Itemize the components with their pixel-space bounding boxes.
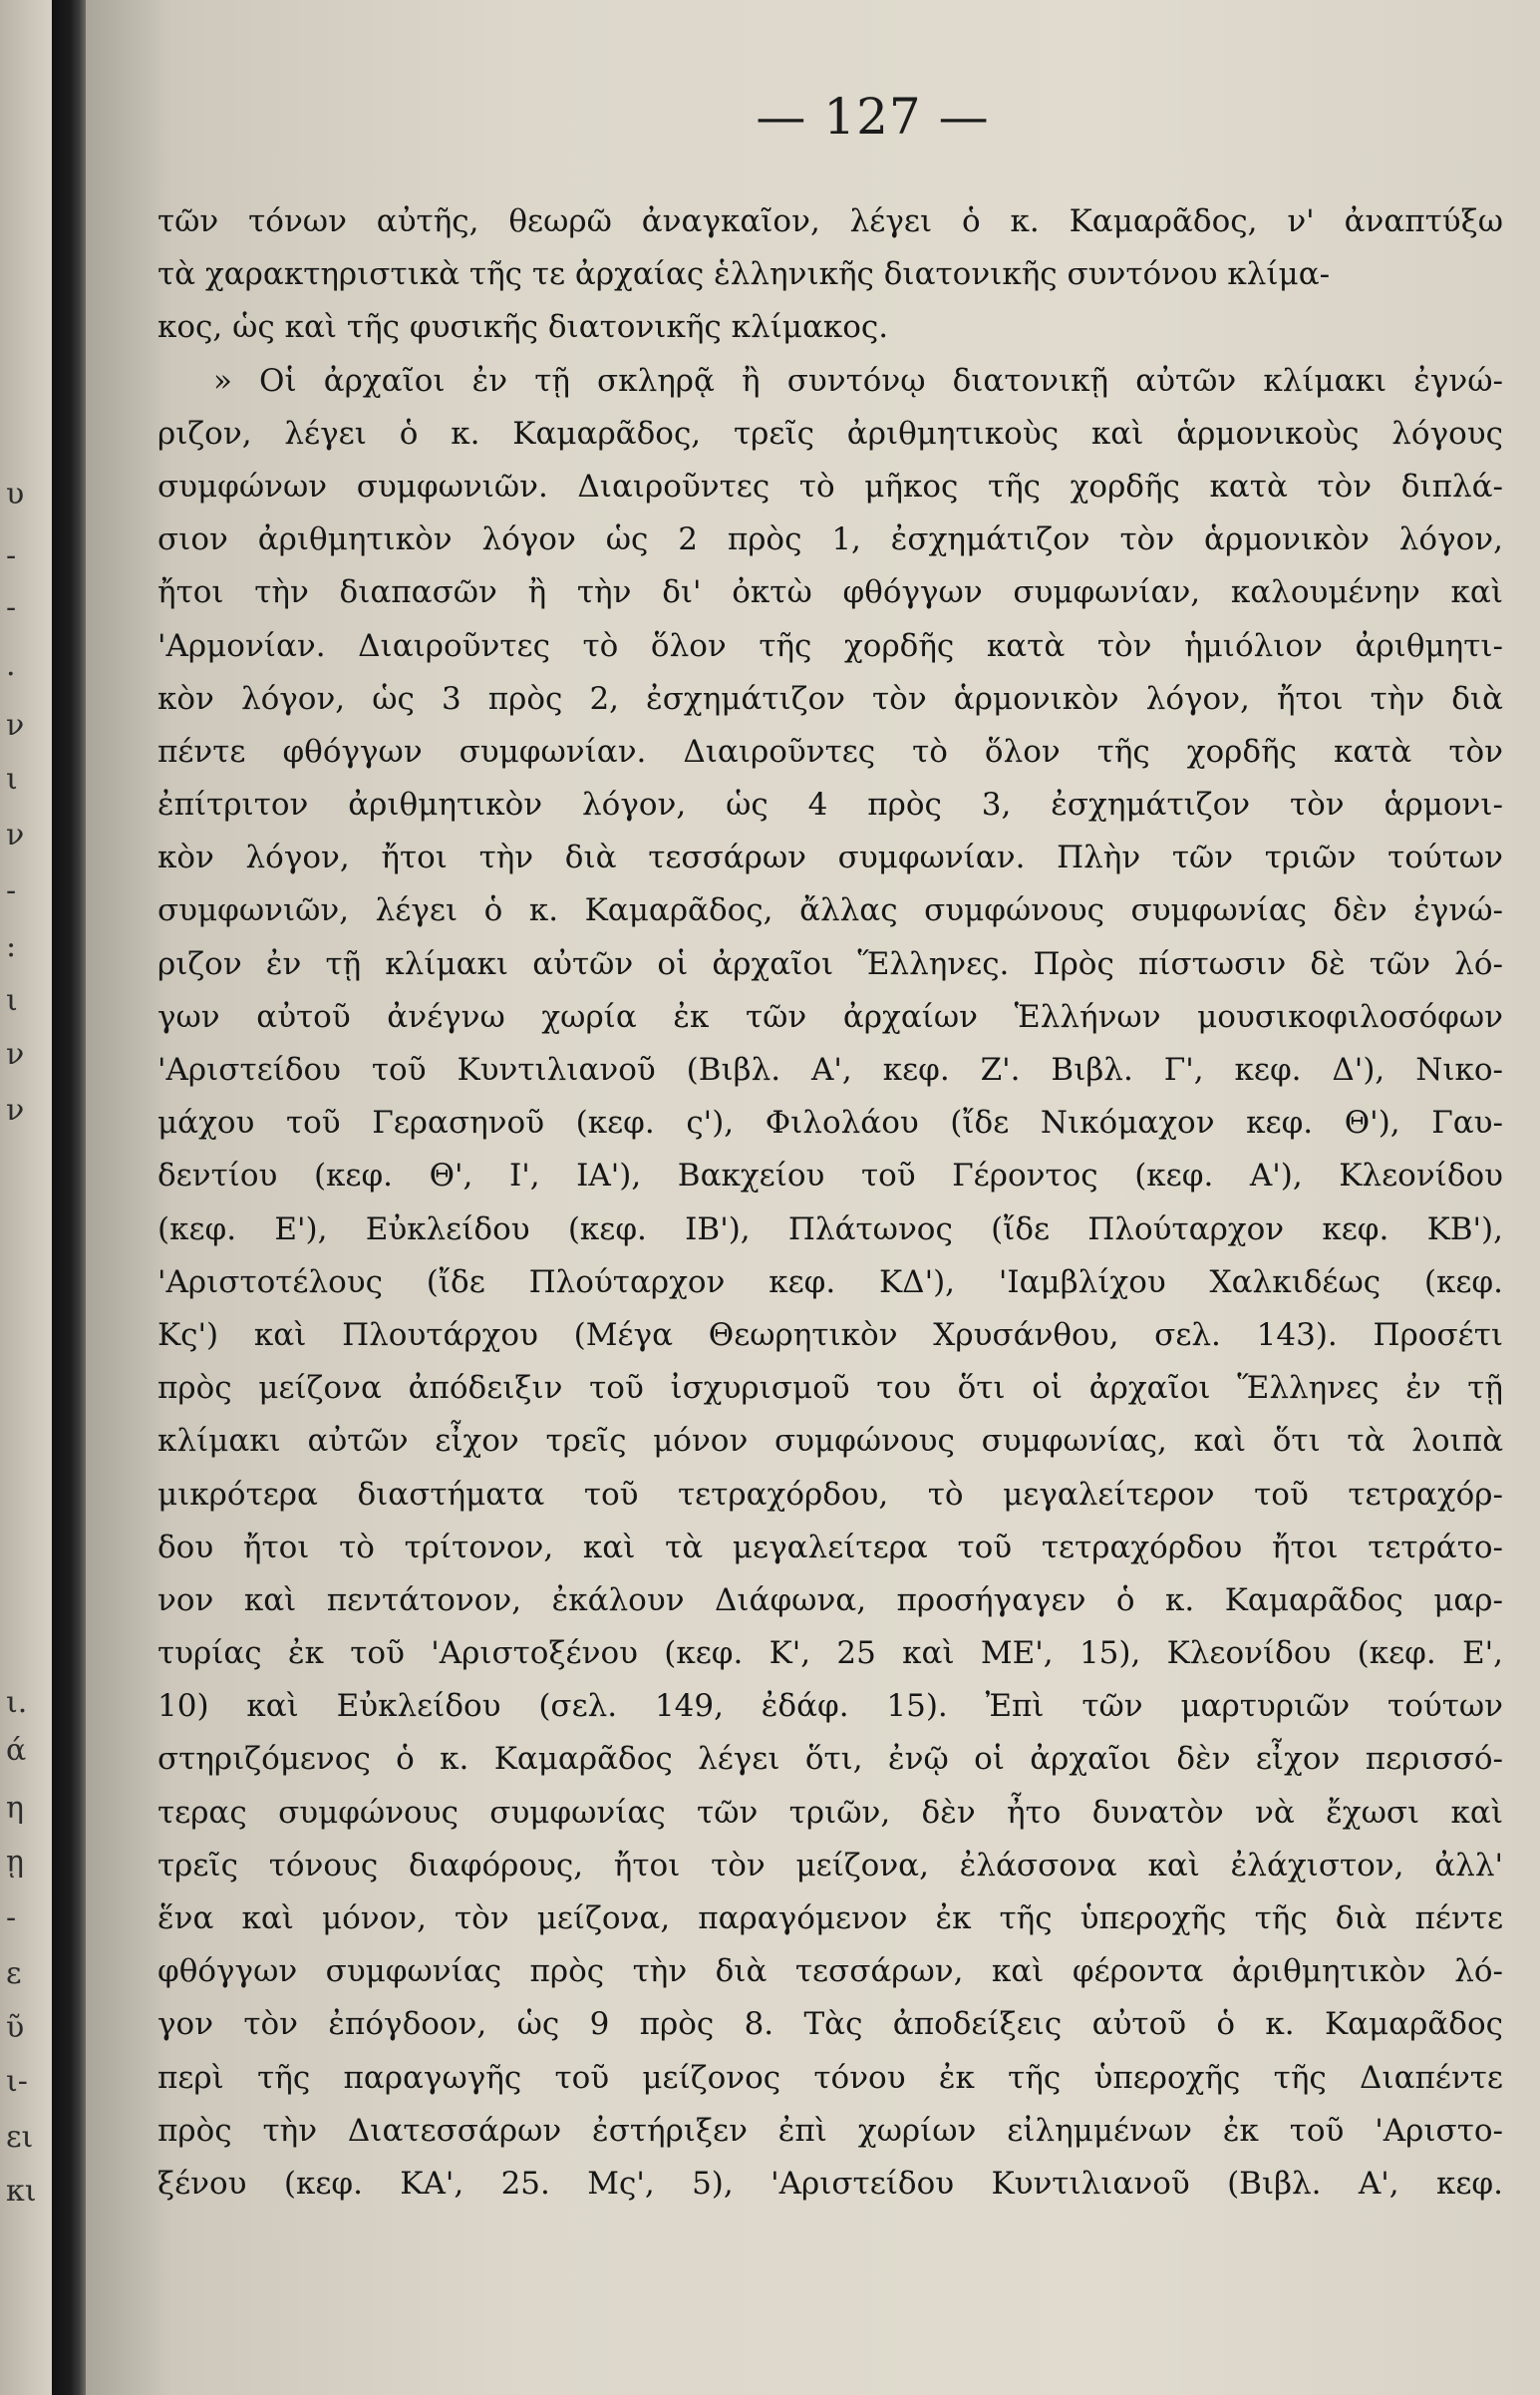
text-line: ριζον ἐν τῇ κλίμακι αὐτῶν οἱ ἀρχαῖοι Ἕλληνες. Πρὸς πίστωσιν δὲ τῶν λό- — [157, 945, 1503, 982]
margin-fragment: ι — [6, 762, 18, 797]
margin-fragment: ν — [6, 708, 25, 743]
margin-fragment: ν — [6, 1093, 25, 1128]
margin-fragment: . — [6, 648, 16, 683]
text-line: φθόγγων συμφωνίας πρὸς τὴν διὰ τεσσάρων, καὶ φέροντα ἀριθμητικὸν λό- — [157, 1953, 1503, 1990]
text-line: συμφωνιῶν, λέγει ὁ κ. Καμαρᾶδος, ἄλλας συμφώνους συμφωνίας δὲν ἐγνώ- — [157, 892, 1503, 929]
book-page — [86, 0, 1540, 2395]
text-line: κὸν λόγον, ὡς 3 πρὸς 2, ἐσχημάτιζον τὸν ἁρμονικὸν λόγον, ἤτοι τὴν διὰ — [157, 680, 1503, 717]
margin-fragment: ει — [6, 2120, 34, 2155]
margin-fragment: ε — [6, 1956, 22, 1991]
text-line: ἐπίτριτον ἀριθμητικὸν λόγον, ὡς 4 πρὸς 3, ἐσχημάτιζον τὸν ἁρμονι- — [157, 787, 1503, 824]
margin-fragment: ι- — [6, 2064, 28, 2099]
margin-fragment: : — [6, 929, 17, 964]
margin-fragment: η — [6, 1791, 24, 1826]
margin-fragment: κι — [6, 2174, 37, 2209]
book-gutter-shadow — [52, 0, 86, 2395]
body-text — [157, 195, 1503, 2211]
text-line: περὶ τῆς παραγωγῆς τοῦ μείζονος τόνου ἐκ τῆς ὑπεροχῆς τῆς Διαπέντε — [157, 2059, 1503, 2096]
text-line: πέντε φθόγγων συμφωνίαν. Διαιροῦντες τὸ ὅλον τῆς χορδῆς κατὰ τὸν — [157, 733, 1503, 770]
text-line: πρὸς τὴν Διατεσσάρων ἐστήριξεν ἐπὶ χωρίων εἰλημμένων ἐκ τοῦ 'Αριστο- — [157, 2112, 1503, 2149]
margin-fragment: - — [6, 1900, 17, 1935]
text-line: στηριζόμενος ὁ κ. Καμαρᾶδος λέγει ὅτι, ἐνῷ οἱ ἀρχαῖοι δὲν εἶχον περισσό- — [157, 1741, 1503, 1778]
text-line: ἤτοι τὴν διαπασῶν ἢ τὴν δι' ὀκτὼ φθόγγων συμφωνίαν, καλουμένην καὶ — [157, 574, 1503, 611]
text-line: τὰ χαρακτηριστικὰ τῆς τε ἀρχαίας ἑλληνικῆς διατονικῆς συντόνου κλίμα- — [157, 256, 1331, 293]
margin-fragment: υ — [6, 477, 25, 512]
margin-fragment: ῦ — [6, 2010, 25, 2045]
text-line: τῶν τόνων αὐτῆς, θεωρῶ ἀναγκαῖον, λέγει ὁ κ. Καμαρᾶδος, ν' ἀναπτύξω — [157, 203, 1503, 239]
text-line: 'Αριστείδου τοῦ Κυντιλιανοῦ (Βιβλ. Α', κεφ. Ζ'. Βιβλ. Γ', κεφ. Δ'), Νικο- — [157, 1052, 1503, 1088]
text-line: πρὸς μείζονα ἀπόδειξιν τοῦ ἰσχυρισμοῦ του ὅτι οἱ ἀρχαῖοι Ἕλληνες ἐν τῇ — [157, 1370, 1503, 1407]
margin-fragment: ι — [6, 983, 18, 1018]
text-line: Κς') καὶ Πλουτάρχου (Μέγα Θεωρητικὸν Χρυσάνθου, σελ. 143). Προσέτι — [157, 1316, 1503, 1353]
margin-fragment: ά — [6, 1733, 27, 1768]
text-line: μάχου τοῦ Γερασηνοῦ (κεφ. ς'), Φιλολάου (ἴδε Νικόμαχον κεφ. Θ'), Γαυ- — [157, 1105, 1503, 1142]
text-line: ξένου (κεφ. ΚΑ', 25. Μς', 5), 'Αριστείδου Κυντιλιανοῦ (Βιβλ. Α', κεφ. — [157, 2165, 1503, 2202]
text-line: δεντίου (κεφ. Θ', Ι', ΙΑ'), Βακχείου τοῦ Γέροντος (κεφ. Α'), Κλεονίδου — [157, 1158, 1503, 1195]
margin-fragment: - — [6, 538, 17, 573]
text-line: κος, ὡς καὶ τῆς φυσικῆς διατονικῆς κλίμακος. — [157, 309, 889, 346]
text-line: κλίμακι αὐτῶν εἶχον τρεῖς μόνον συμφώνους συμφωνίας, καὶ ὅτι τὰ λοιπὰ — [157, 1423, 1503, 1460]
text-line: τυρίας ἐκ τοῦ 'Αριστοξένου (κεφ. Κ', 25 καὶ ΜΕ', 15), Κλεονίδου (κεφ. Ε', — [157, 1635, 1503, 1672]
text-line: γον τὸν ἐπόγδοον, ὡς 9 πρὸς 8. Τὰς ἀποδείξεις αὐτοῦ ὁ κ. Καμαρᾶδος — [157, 2006, 1503, 2043]
margin-fragment: ν — [6, 818, 25, 853]
text-line: τερας συμφώνους συμφωνίας τῶν τριῶν, δὲν ἦτο δυνατὸν νὰ ἔχωσι καὶ — [157, 1794, 1503, 1831]
text-line: 'Αρμονίαν. Διαιροῦντες τὸ ὅλον τῆς χορδῆς κατὰ τὸν ἡμιόλιον ἀριθμητι- — [157, 627, 1503, 664]
text-line: σιον ἀριθμητικὸν λόγον ὡς 2 πρὸς 1, ἐσχημάτιζον τὸν ἁρμονικὸν λόγον, — [157, 521, 1503, 558]
text-line: ἕνα καὶ μόνον, τὸν μείζονα, παραγόμενον ἐκ τῆς ὑπεροχῆς τῆς διὰ πέντε — [157, 1900, 1503, 1936]
text-line: συμφώνων συμφωνιῶν. Διαιροῦντες τὸ μῆκος τῆς χορδῆς κατὰ τὸν διπλά- — [157, 468, 1503, 505]
page-number: — 127 — — [756, 88, 990, 146]
text-line: » Οἱ ἀρχαῖοι ἐν τῇ σκληρᾷ ἢ συντόνῳ διατονικῇ αὐτῶν κλίμακι ἐγνώ- — [213, 362, 1503, 399]
margin-fragment: ν — [6, 1037, 25, 1072]
text-line: γων αὐτοῦ ἀνέγνω χωρία ἐκ τῶν ἀρχαίων Ἑλλήνων μουσικοφιλοσόφων — [157, 998, 1503, 1035]
previous-page-strip — [0, 0, 52, 2395]
margin-fragment: - — [6, 873, 17, 908]
margin-fragment: - — [6, 590, 17, 625]
text-line: κὸν λόγον, ἤτοι τὴν διὰ τεσσάρων συμφωνίαν. Πλὴν τῶν τριῶν τούτων — [157, 840, 1503, 876]
text-line: 'Αριστοτέλους (ἴδε Πλούταρχον κεφ. ΚΔ'), 'Ιαμβλίχου Χαλκιδέως (κεφ. — [157, 1263, 1503, 1300]
text-line: (κεφ. Ε'), Εὐκλείδου (κεφ. ΙΒ'), Πλάτωνος (ἴδε Πλούταρχον κεφ. ΚΒ'), — [157, 1210, 1503, 1247]
text-line: νον καὶ πεντάτονον, ἐκάλουν Διάφωνα, προσήγαγεν ὁ κ. Καμαρᾶδος μαρ- — [157, 1581, 1503, 1618]
text-line: ριζον, λέγει ὁ κ. Καμαρᾶδος, τρεῖς ἀριθμητικοὺς καὶ ἁρμονικοὺς λόγους — [157, 415, 1503, 452]
text-line: δου ἤτοι τὸ τρίτονον, καὶ τὰ μεγαλείτερα τοῦ τετραχόρδου ἤτοι τετράτο- — [157, 1529, 1503, 1565]
text-line: τρεῖς τόνους διαφόρους, ἤτοι τὸν μείζονα, ἐλάσσονα καὶ ἐλάχιστον, ἀλλ' — [157, 1847, 1503, 1883]
margin-fragment: ῃ — [6, 1845, 24, 1880]
text-line: 10) καὶ Εὐκλείδου (σελ. 149, ἐδάφ. 15). Ἐπὶ τῶν μαρτυριῶν τούτων — [157, 1688, 1503, 1725]
margin-fragment: ι. — [6, 1685, 28, 1720]
text-line: μικρότερα διαστήματα τοῦ τετραχόρδου, τὸ μεγαλείτερον τοῦ τετραχόρ- — [157, 1476, 1503, 1513]
